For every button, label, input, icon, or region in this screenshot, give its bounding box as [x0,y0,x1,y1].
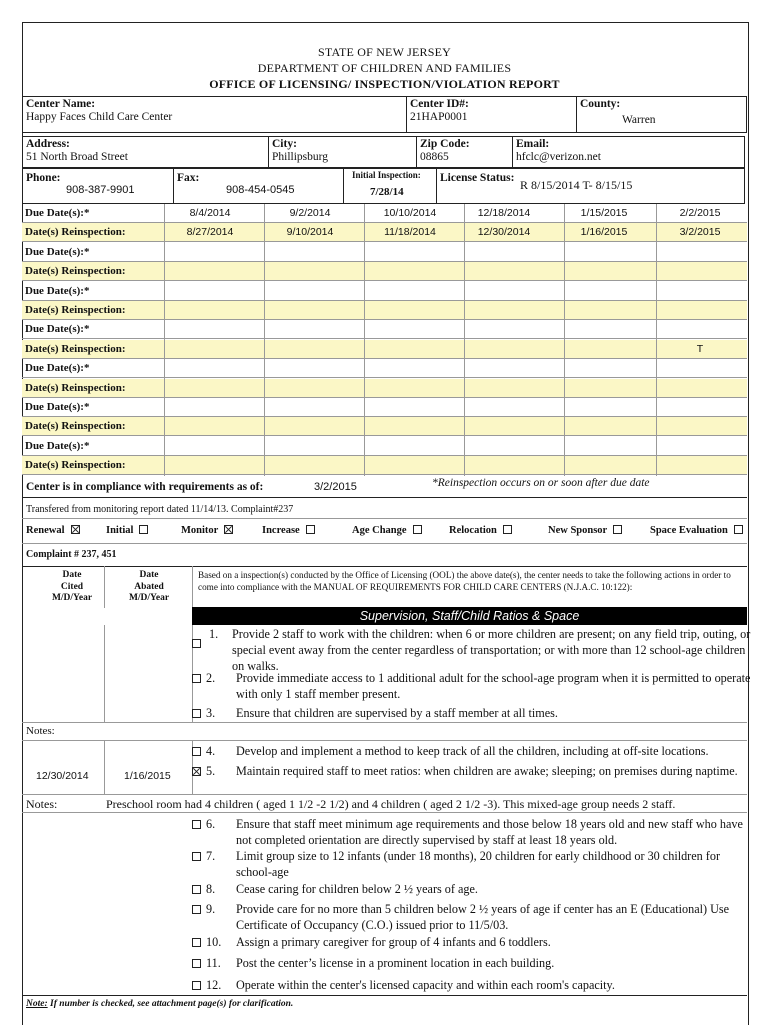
address-label: Address: [26,138,70,150]
license-status-label: License Status: [440,172,515,184]
option-checkbox[interactable] [613,525,622,534]
reinspection-date-cell: 1/16/2015 [580,226,628,239]
requirement-checkbox[interactable] [192,852,201,861]
reinspection-row [22,340,747,359]
reinspection-note: *Reinspection occurs on or soon after due date [432,477,650,489]
item5-date-abated: 1/16/2015 [124,770,171,782]
due-date-cell: 8/4/2014 [189,207,231,219]
city-label: City: [272,138,297,150]
initial-inspection-label: Initial Inspection: [352,170,421,180]
requirement-number [192,901,215,917]
reinspection-row [22,262,747,281]
option-checkbox[interactable] [306,525,315,534]
fax-label: Fax: [177,172,200,184]
due-date-label: Due Date(s):* [25,207,90,219]
requirement-number-text: 1. [209,627,219,641]
stray-mark: T [696,342,704,355]
transfer-note: Transfered from monitoring report dated 11/14/13. Complaint#237 [26,504,294,515]
due-date-row [22,204,747,223]
requirement-text: Ensure that staff meet minimum age requirements and those below 18 years old and new staff who have not completed orientation are directly supervised by staff at least 18 years old. [236,817,743,847]
reinspection-date-cell: 3/2/2015 [679,226,721,239]
zip-value: 08865 [420,151,449,163]
initial-inspection-value: 7/28/14 [370,186,404,198]
requirement-number [192,977,221,993]
county-label: County: [580,98,621,110]
phone-label: Phone: [26,172,61,184]
requirement-number-text: 5. [206,764,216,778]
date-cited-header: Date Cited M/D/Year [51,570,93,603]
requirement-number-text: 3. [206,706,216,720]
date-abated-header: Date Abated M/D/Year [128,570,170,603]
requirement-text: Cease caring for children below 2 ½ years of age. [236,882,478,896]
requirement-text: Provide immediate access to 1 additional adult for the school-age program when it is permitted to operate with only 1 staff member present. [236,671,751,701]
reinspection-date-cell: 12/30/2014 [477,226,531,239]
center-id-value: 21HAP0001 [410,111,468,123]
due-date-label: Due Date(s):* [25,401,90,413]
requirement-number-text: 10. [206,935,222,949]
reinspection-date-cell: 8/27/2014 [186,226,234,239]
due-date-row [22,320,747,339]
reinspection-label: Date(s) Reinspection: [25,226,126,239]
requirement-number [192,955,221,971]
option-monitor[interactable] [181,525,233,536]
requirement-number [192,670,215,686]
requirement-number-text: 2. [206,671,216,685]
requirement-checkbox[interactable] [192,981,201,990]
reinspection-label: Date(s) Reinspection: [25,381,126,394]
reinspection-date-cell: 9/10/2014 [286,226,334,239]
due-date-cell: 12/18/2014 [477,207,531,219]
option-checkbox[interactable] [139,525,148,534]
option-new-sponsor[interactable] [548,525,622,536]
fax-value: 908-454-0545 [226,184,295,196]
option-label: New Sponsor [548,525,608,536]
requirement-number [192,763,215,779]
compliance-label: Center is in compliance with requirements as of: [26,481,264,493]
notes-label-2: Notes: [26,797,58,811]
option-initial[interactable] [106,525,148,536]
requirement-text: Ensure that children are supervised by a staff member at all times. [236,706,558,720]
reinspection-label: Date(s) Reinspection: [25,265,126,278]
center-name-value: Happy Faces Child Care Center [26,111,173,123]
requirement-checkbox[interactable] [192,747,201,756]
city-value: Phillipsburg [272,151,329,163]
reinspection-label: Date(s) Reinspection: [25,459,126,472]
due-date-row [22,359,747,378]
requirement-text: Provide care for no more than 5 children below 2 ½ years of age if center has an E (Educational) Use Certificate of Occupancy (C.O.) issued prior to 11/5/03. [236,902,730,932]
email-label: Email: [516,138,550,150]
address-row [22,136,745,168]
requirement-number-text: 6. [206,817,216,831]
option-space-evaluation[interactable] [650,525,743,536]
due-date-label: Due Date(s):* [25,284,90,297]
requirement-checkbox[interactable] [192,674,201,683]
due-date-row [22,282,747,301]
option-checkbox[interactable] [71,525,80,534]
option-age-change[interactable] [352,525,422,536]
due-date-cell: 10/10/2014 [383,207,437,219]
reinspection-row [22,223,747,242]
header-office: OFFICE OF LICENSING/ INSPECTION/VIOLATION REPORT [209,77,560,91]
due-date-label: Due Date(s):* [25,323,90,336]
header-department: DEPARTMENT OF CHILDREN AND FAMILIES [257,61,512,75]
requirement-checkbox[interactable] [192,820,201,829]
option-checkbox[interactable] [734,525,743,534]
reinspection-date-cell: 11/18/2014 [384,226,436,239]
due-date-row [22,437,747,456]
reinspection-row [22,301,747,320]
due-date-label: Due Date(s):* [25,439,90,452]
due-date-row [22,398,747,417]
reinspection-label: Date(s) Reinspection: [25,342,126,355]
header-state: STATE OF NEW JERSEY [318,45,451,59]
requirement-checkbox[interactable] [192,767,201,776]
compliance-date: 3/2/2015 [314,481,357,493]
reinspection-label: Date(s) Reinspection: [25,420,126,433]
requirement-number-text: 4. [206,744,216,758]
requirement-number-text: 12. [206,978,222,992]
reinspection-row [22,379,747,398]
requirement-text: Provide 2 staff to work with the children: when 6 or more children are present; on any field trip, outing, or special event away from the center regardless of transportation; or with more than 12 school-age children on walks. [232,627,751,673]
center-id-label: Center ID#: [410,98,469,110]
notes-text: Preschool room had 4 children ( aged 1 1/2 -2 1/2) and 4 children ( aged 2 1/2 -3). This mixed-age group needs 2 staff. [106,797,676,811]
requirement-number [192,848,215,864]
due-date-label: Due Date(s):* [25,362,90,375]
requirement-text: Assign a primary caregiver for group of 4 infants and 6 toddlers. [236,935,551,949]
footer-note-text: If number is checked, see attachment page(s) for clarification. [47,999,294,1009]
requirement-checkbox[interactable] [192,959,201,968]
requirement-text: Develop and implement a method to keep track of all the children, including at off-site locations. [236,744,709,758]
requirement-text: Operate within the center's licensed capacity and within each room's capacity. [236,978,615,992]
requirement-checkbox[interactable] [192,905,201,914]
option-checkbox[interactable] [224,525,233,534]
requirement-text: Maintain required staff to meet ratios: when children are awake; sleeping; on premises during naptime. [236,764,738,778]
reinspection-row [22,456,747,475]
license-status-value: R 8/15/2014 T- 8/15/15 [520,178,633,192]
zip-label: Zip Code: [420,138,470,150]
due-date-cell: 1/15/2015 [580,207,628,219]
notes-label-1: Notes: [26,725,55,737]
footer-note [26,999,293,1009]
requirement-number [192,626,218,642]
requirement-number-text: 7. [206,849,216,863]
due-date-cell: 9/2/2014 [289,207,331,219]
requirement-text: Limit group size to 12 infants (under 18 months), 20 children for early childhood or 30 children for school-age [236,849,721,879]
footer-note-prefix: Note: [26,999,48,1009]
county-value: Warren [622,114,656,126]
phone-value: 908-387-9901 [66,184,135,196]
option-label: Increase [262,525,300,536]
email-value: hfclc@verizon.net [516,151,601,163]
requirement-checkbox[interactable] [192,709,201,718]
address-value: 51 North Broad Street [26,151,128,163]
due-date-label: Due Date(s):* [25,245,90,258]
center-name-label: Center Name: [26,98,96,110]
option-label: Age Change [352,525,407,536]
requirement-checkbox[interactable] [192,885,201,894]
requirement-checkbox[interactable] [192,639,201,648]
requirement-checkbox[interactable] [192,938,201,947]
requirement-number [192,881,215,897]
option-relocation[interactable] [449,525,512,536]
option-label: Space Evaluation [650,525,728,536]
option-label: Renewal [26,525,65,536]
option-label: Initial [106,525,134,536]
reinspection-label: Date(s) Reinspection: [25,304,126,316]
item5-date-cited: 12/30/2014 [36,770,89,782]
option-renewal[interactable] [26,525,80,536]
requirement-number [192,705,215,721]
due-date-cell: 2/2/2015 [679,207,721,219]
option-label: Monitor [181,525,219,536]
requirements-intro: Based on a inspection(s) conducted by the Office of Licensing (OOL) the above date(s), the center needs to take the following actions in order to come into compliance with the MANUAL OF REQUIREMENTS FOR CHILD CARE CENTERS (N.J.A.C. 10:122): [198,570,731,592]
section-title: Supervision, Staff/Child Ratios & Space [192,607,747,625]
reinspection-row [22,417,747,436]
requirement-number [192,934,221,950]
complaint-number: Complaint # 237, 451 [26,549,117,560]
requirement-text: Post the center’s license in a prominent location in each building. [236,956,555,970]
option-increase[interactable] [262,525,315,536]
requirement-number [192,743,215,759]
requirement-number-text: 8. [206,882,216,896]
due-date-row [22,243,747,262]
option-checkbox[interactable] [503,525,512,534]
requirement-number-text: 11. [206,956,221,970]
option-label: Relocation [449,525,497,536]
option-checkbox[interactable] [413,525,422,534]
requirement-number [192,816,215,832]
requirement-number-text: 9. [206,902,216,916]
